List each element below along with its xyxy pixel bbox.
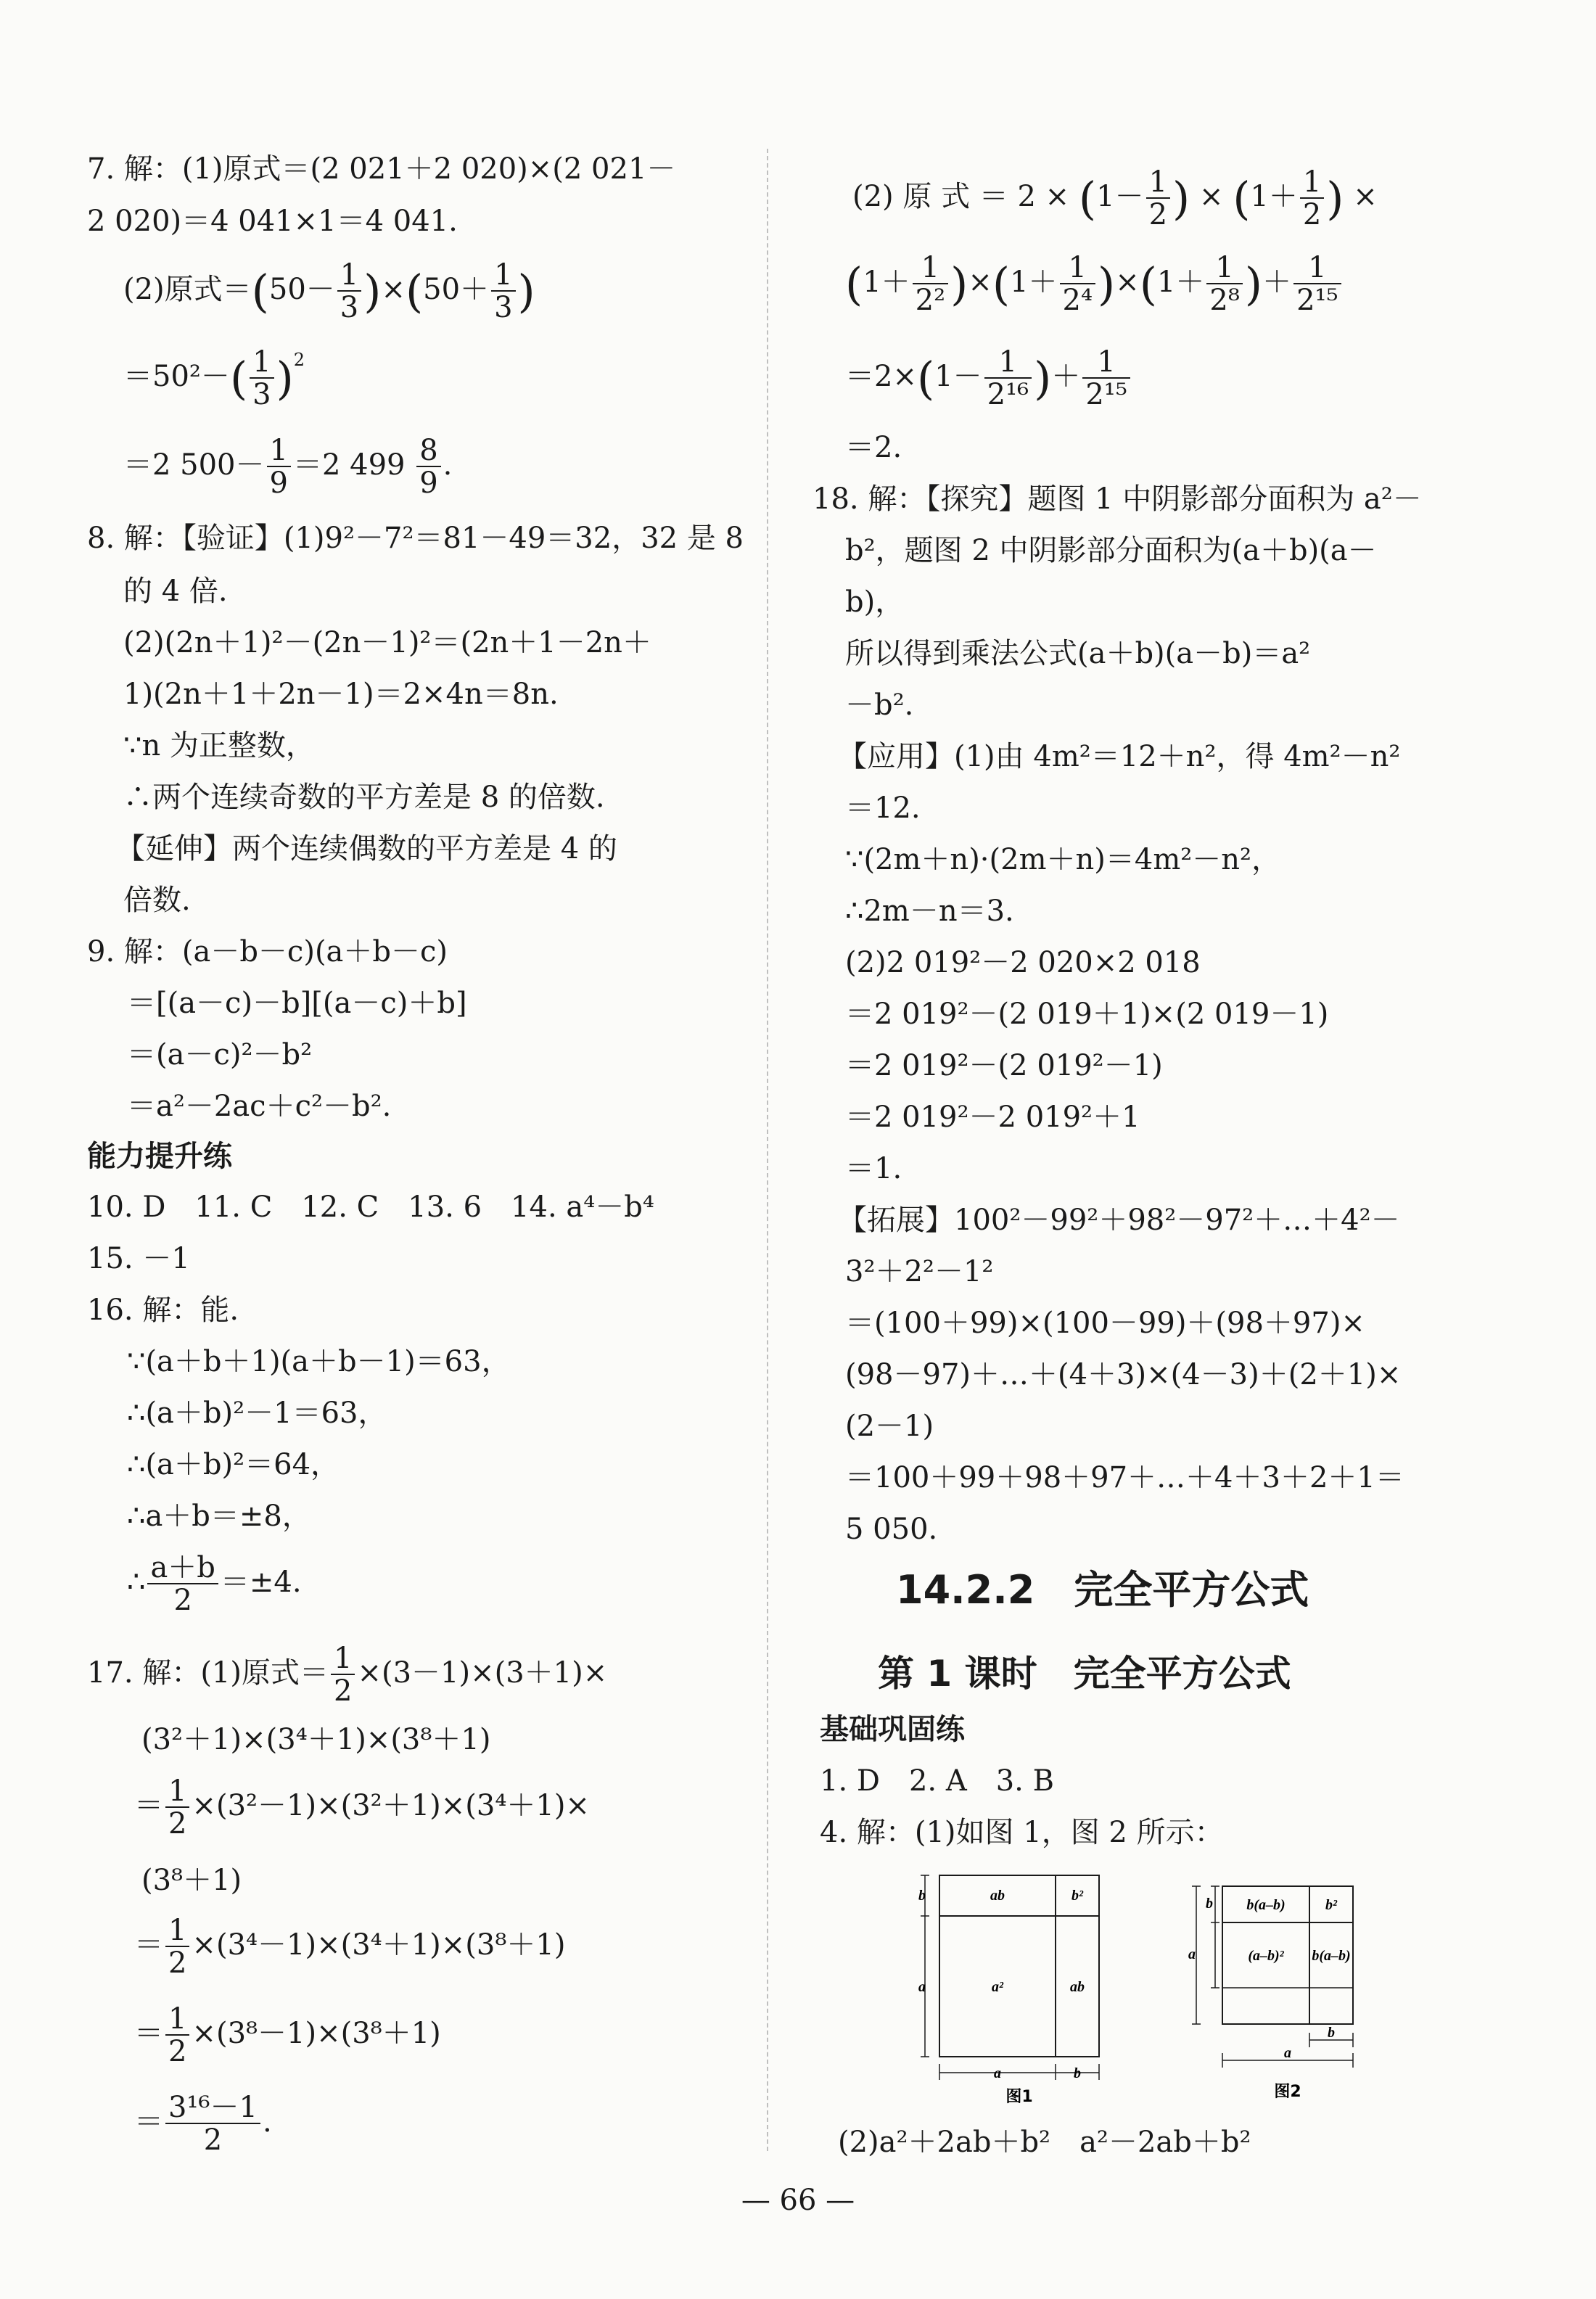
q17-line-4: (3⁸＋1) (141, 1864, 242, 1897)
fig1-cell-b2: b² (1071, 1888, 1083, 1904)
section-title (896, 1567, 1309, 1613)
fig1-bottom-a: a (994, 2065, 1001, 2081)
q9-line-4: ＝a²－2ac＋c²－b². (127, 1090, 392, 1123)
q17-line-3: ＝ $\frac{1}{2}$ ×(3²－1)×(3²＋1)×(3⁴＋1)× (134, 1774, 590, 1841)
answers-10-14: 10. D 11. C 12. C 13. 6 14. a⁴－b⁴ (87, 1190, 654, 1224)
q9-line-3: ＝(a－c)²－b² (127, 1038, 313, 1072)
fig1-bottom-b: b (1074, 2065, 1081, 2081)
fig1-side-a: a (918, 1979, 926, 1995)
q18-line-13: ＝2 019²－2 019²＋1 (845, 1101, 1140, 1134)
q7-line-3: (2)原式＝(50－ $\frac{1}{3}$ )×(50＋ $\frac{1}{3}$ ) (123, 258, 535, 324)
fig2-side-a: a (1188, 1946, 1196, 1962)
q8-line-2: 的 4 倍. (123, 575, 228, 608)
column-divider (767, 149, 768, 2151)
section-heading-ability: 能力提升练 (87, 1140, 232, 1173)
fig2-bottom-a: a (1284, 2045, 1291, 2061)
q16-line-5: ∴a＋b＝±8， (127, 1500, 311, 1533)
answers-1-3: 1. D 2. A 3. B (820, 1764, 1054, 1798)
q18-line-21: 5 050. (845, 1513, 938, 1546)
q17b-line-3: ＝2×(1－ $\frac{1}{\text{2¹⁶}}$ )＋ $\frac{1}{\text{2¹⁵}}$ (845, 347, 1132, 411)
q8-line-1: 8. 解：【验证】(1)9²－7²＝81－49＝32，32 是 8 (87, 522, 744, 555)
section-number: 14.2.2 (896, 1567, 1035, 1613)
q4-line-1: 4. 解：(1)如图 1，图 2 所示： (820, 1816, 1224, 1849)
q7-line-4: ＝50²－( $\frac{1}{3}$ )$^2$ (123, 345, 305, 411)
q18-line-6: 【应用】(1)由 4m²＝12＋n²，得 4m²－n² (838, 740, 1401, 773)
q18-line-4: 所以得到乘法公式(a＋b)(a－b)＝a² (845, 637, 1311, 670)
q17b-line-2: (1＋ $\frac{1}{\text{2²}}$ )×(1＋ $\frac{1}{\text{2⁴}}$ )×(1＋ $\frac{1}{\text{2⁸}}$ )＋ $\frac{1}{\text{2¹⁵}}$ (845, 252, 1344, 316)
q16-line-3: ∴(a＋b)²－1＝63， (127, 1397, 387, 1430)
q18-line-18: (98－97)＋…＋(4＋3)×(4－3)＋(2＋1)× (845, 1358, 1402, 1391)
fig2-cell-b-ab-top: b(a–b) (1246, 1897, 1286, 1913)
q17-line-7: ＝ $\frac{\text{3¹⁶－1}}{2}$ . (134, 2091, 272, 2157)
q8-line-3: (2)(2n＋1)²－(2n－1)²＝(2n＋1－2n＋ (123, 626, 651, 659)
q18-line-5: －b². (845, 688, 914, 722)
q18-line-3: b)， (845, 585, 905, 619)
fig1-side-b: b (918, 1888, 926, 1904)
q16-line-2: ∵(a＋b＋1)(a＋b－1)＝63， (127, 1345, 511, 1378)
q8-line-6: ∴两个连续奇数的平方差是 8 的倍数. (123, 781, 605, 814)
q9-line-1: 9. 解：(a－b－c)(a＋b－c) (87, 935, 448, 968)
q8-line-4: 1)(2n＋1＋2n－1)＝2×4n＝8n. (123, 678, 559, 711)
q8-line-7: 【延伸】两个连续偶数的平方差是 4 的 (116, 832, 617, 865)
q7-line-2: 2 020)＝4 041×1＝4 041. (87, 205, 458, 238)
q18-line-14: ＝1. (845, 1152, 902, 1185)
q17-line-1: 17. 解：(1)原式＝ $\frac{1}{2}$ ×(3－1)×(3＋1)× (87, 1642, 608, 1708)
q9-line-2: ＝[(a－c)－b][(a－c)＋b] (127, 987, 467, 1020)
q4-line-2: (2)a²＋2ab＋b² a²－2ab＋b² (838, 2126, 1251, 2159)
fig1-cell-a2: a² (992, 1979, 1003, 1995)
q18-line-8: ∵(2m＋n)·(2m＋n)＝4m²－n²， (845, 843, 1281, 876)
q17-line-5: ＝ $\frac{1}{2}$ ×(3⁴－1)×(3⁴＋1)×(3⁸＋1) (134, 1914, 566, 1980)
q16-line-4: ∴(a＋b)²＝64， (127, 1448, 340, 1481)
q18-line-17: ＝(100＋99)×(100－99)＋(98＋97)× (845, 1307, 1365, 1340)
q16-line-6: ∴ $\frac{a+b}{2}$ ＝±4. (127, 1551, 302, 1617)
page-number: — 66 — (741, 2184, 855, 2217)
fig1-cell-ab-top: ab (990, 1888, 1005, 1904)
fig2-cell-b2: b² (1325, 1897, 1337, 1913)
lesson-title: 第 1 课时 完全平方公式 (878, 1653, 1291, 1695)
fig2-side-b: b (1206, 1896, 1213, 1912)
q18-line-20: ＝100＋99＋98＋97＋…＋4＋3＋2＋1＝ (845, 1461, 1404, 1494)
q17-line-2: (3²＋1)×(3⁴＋1)×(3⁸＋1) (141, 1723, 491, 1756)
q18-line-19: (2－1) (845, 1410, 934, 1443)
q18-line-15: 【拓展】100²－99²＋98²－97²＋…＋4²－ (838, 1204, 1400, 1237)
q17-line-6: ＝ $\frac{1}{2}$ ×(3⁸－1)×(3⁸＋1) (134, 2002, 441, 2068)
section-heading-basic: 基础巩固练 (820, 1713, 965, 1746)
q18-line-11: ＝2 019²－(2 019＋1)×(2 019－1) (845, 998, 1329, 1031)
q18-line-1: 18. 解：【探究】题图 1 中阴影部分面积为 a²－ (813, 482, 1422, 516)
fig2-caption: 图2 (1274, 2083, 1301, 2101)
fig1-cell-ab-right: ab (1070, 1979, 1085, 1995)
q18-line-2: b²，题图 2 中阴影部分面积为(a＋b)(a－ (845, 534, 1377, 567)
q8-line-8: 倍数. (123, 884, 191, 917)
q16-line-1: 16. 解：能. (87, 1294, 239, 1327)
q18-line-16: 3²＋2²－1² (845, 1255, 994, 1288)
q7-line-5: ＝2 500－ $\frac{1}{9}$ ＝2 499 $\frac{8}{9}$ . (123, 434, 453, 500)
q18-line-10: (2)2 019²－2 020×2 018 (845, 946, 1201, 979)
q8-line-5: ∵n 为正整数， (123, 729, 315, 762)
fig2-bottom-b: b (1328, 2025, 1335, 2041)
fig2-cell-ab2: (a–b)² (1248, 1948, 1284, 1964)
fig1-caption: 图1 (1005, 2088, 1033, 2106)
q7-line-1: 7. 解：(1)原式＝(2 021＋2 020)×(2 021－ (87, 152, 676, 186)
q18-line-7: ＝12. (845, 791, 921, 825)
section-title-text: 完全平方公式 (1074, 1567, 1309, 1613)
q17b-line-1: (2) 原 式 ＝ 2 × (1－ $\frac{1}{2}$ ) × (1＋ $\frac{1}{2}$ ) × (852, 165, 1378, 231)
fig2-cell-b-ab-right: b(a–b) (1312, 1948, 1351, 1964)
q18-line-12: ＝2 019²－(2 019²－1) (845, 1049, 1163, 1082)
q17b-line-4: ＝2. (845, 431, 902, 464)
figure-1 (918, 1868, 1106, 2107)
answer-15: 15. －1 (87, 1242, 190, 1275)
figure-2 (1186, 1879, 1375, 2107)
q18-line-9: ∴2m－n＝3. (845, 894, 1014, 928)
